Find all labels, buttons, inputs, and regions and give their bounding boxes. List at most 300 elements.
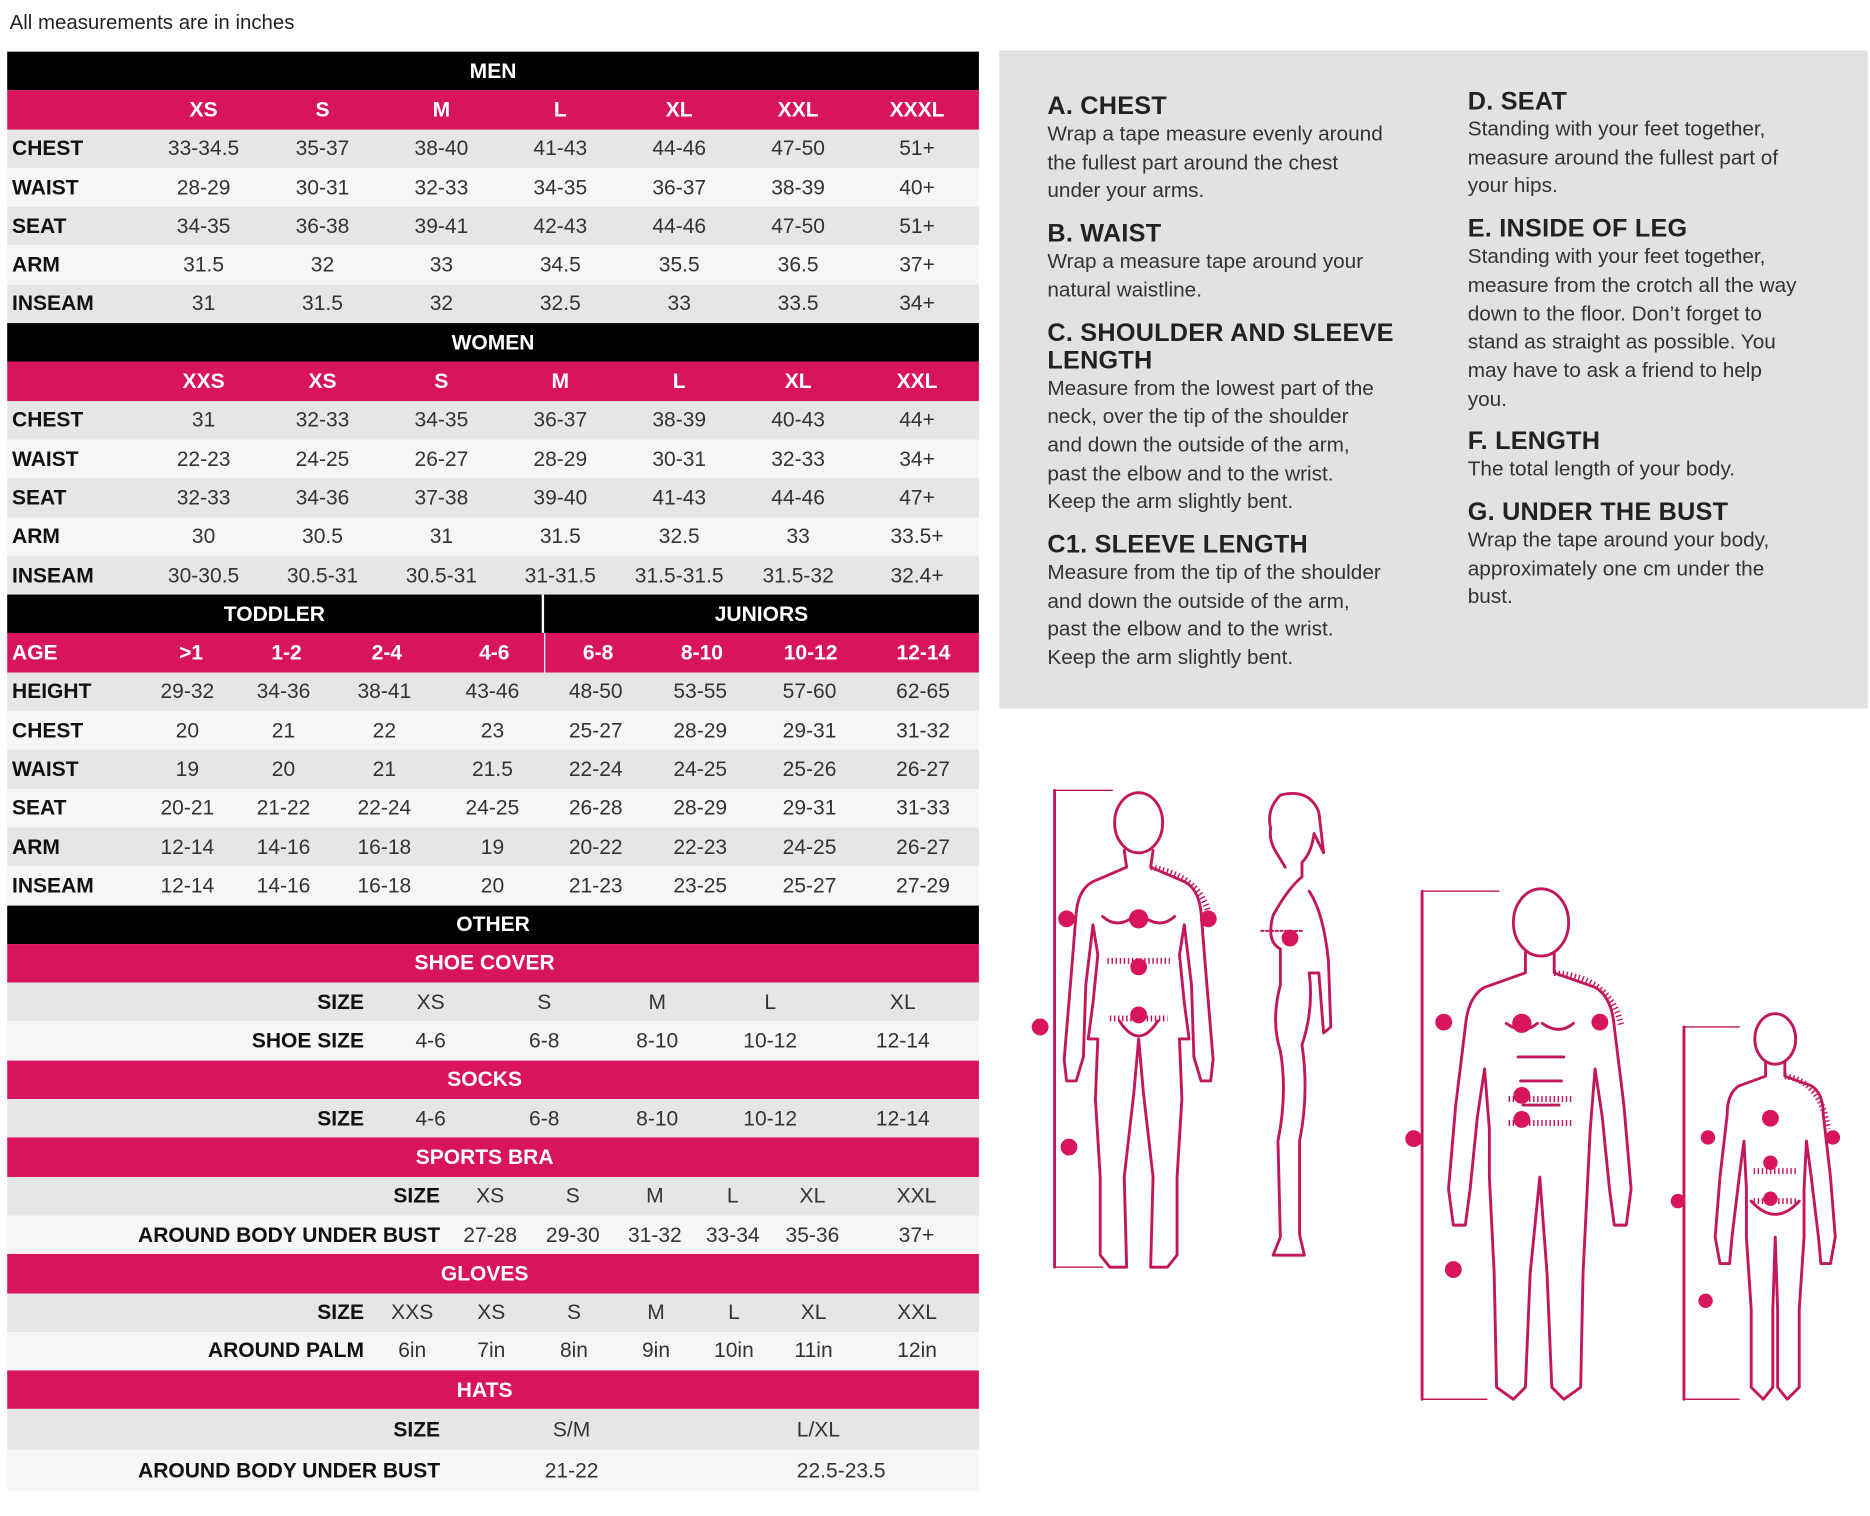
marker-c1-child bbox=[1701, 1130, 1715, 1144]
measuring-guide-panel bbox=[999, 50, 1867, 708]
value-cell: 25-26 bbox=[782, 756, 837, 781]
value-cell: 42-43 bbox=[533, 213, 588, 238]
value-cell: 32.4+ bbox=[890, 562, 944, 587]
value-cell: 33.5 bbox=[777, 291, 819, 316]
row-label: ARM bbox=[12, 252, 60, 277]
guide-line: measure around the fullest part of bbox=[1467, 144, 1779, 169]
value-cell: 31.5-31.5 bbox=[634, 562, 724, 587]
sports-bra-title: SPORTS BRA bbox=[415, 1144, 554, 1169]
guide-line: down to the floor. Don’t forget to bbox=[1467, 300, 1762, 325]
guide-line: bust. bbox=[1467, 584, 1513, 609]
age-label: AGE bbox=[12, 640, 58, 665]
measurement-note: All measurements are in inches bbox=[9, 10, 295, 34]
value-cell: 34-35 bbox=[176, 213, 231, 238]
guide-line: measure from the crotch all the way bbox=[1467, 272, 1797, 297]
value-cell: 38-39 bbox=[652, 407, 707, 432]
value-cell: 43-46 bbox=[465, 679, 520, 704]
value-cell: 21 bbox=[372, 756, 397, 781]
value-cell: 36-38 bbox=[295, 213, 350, 238]
row-label: SHOE SIZE bbox=[251, 1028, 364, 1053]
guide-heading: B. WAIST bbox=[1047, 219, 1162, 248]
value-cell: XXL bbox=[896, 1183, 937, 1208]
value-cell: L bbox=[728, 1299, 740, 1324]
other-title: OTHER bbox=[456, 911, 530, 936]
value-cell: M bbox=[646, 1183, 664, 1208]
value-cell: S bbox=[565, 1183, 580, 1208]
hats-measure-row bbox=[7, 1450, 979, 1491]
value-cell: 47+ bbox=[899, 485, 935, 510]
value-cell: 12in bbox=[897, 1338, 937, 1363]
guide-line: Wrap a measure tape around your bbox=[1047, 248, 1364, 273]
guide-line: natural waistline. bbox=[1047, 277, 1202, 302]
value-cell: 12-14 bbox=[160, 834, 215, 859]
row-label: ARM bbox=[12, 834, 60, 859]
value-cell: 6-8 bbox=[529, 1105, 560, 1130]
value-cell: 21 bbox=[271, 717, 296, 742]
value-cell: 39-41 bbox=[414, 213, 469, 238]
value-cell: 51+ bbox=[899, 213, 935, 238]
value-cell: 14-16 bbox=[256, 873, 311, 898]
marker-g-woman bbox=[1282, 930, 1299, 947]
value-cell: S bbox=[566, 1299, 581, 1324]
value-cell: 31-32 bbox=[896, 717, 950, 742]
guide-line: the fullest part around the chest bbox=[1047, 149, 1339, 174]
kids-row bbox=[7, 750, 979, 789]
guide-line: Standing with your feet together, bbox=[1467, 116, 1766, 141]
guide-text bbox=[1468, 456, 1828, 484]
value-cell: 51+ bbox=[899, 136, 935, 161]
value-cell: 29-31 bbox=[782, 795, 837, 820]
shoe-cover-header bbox=[7, 944, 979, 983]
men-row bbox=[7, 207, 979, 246]
row-label: AROUND BODY UNDER BUST bbox=[138, 1222, 441, 1247]
guide-heading: E. INSIDE OF LEG bbox=[1467, 215, 1688, 243]
value-cell: 14-16 bbox=[256, 834, 311, 859]
value-cell: 33 bbox=[667, 291, 691, 316]
value-cell: 24-25 bbox=[673, 756, 728, 781]
kids-row bbox=[7, 827, 979, 866]
value-cell: 31-32 bbox=[627, 1222, 682, 1247]
men-row bbox=[7, 168, 979, 207]
value-cell: 31.5-32 bbox=[762, 562, 834, 587]
value-cell: 35.5 bbox=[658, 252, 700, 277]
kids-row bbox=[7, 789, 979, 828]
marker-e-child bbox=[1698, 1294, 1712, 1308]
value-cell: 37+ bbox=[898, 1222, 935, 1247]
size-cell: XXXL bbox=[889, 97, 945, 122]
sports-bra-header bbox=[7, 1138, 979, 1177]
value-cell: 47-50 bbox=[771, 136, 826, 161]
guide-line: Measure from the tip of the shoulder bbox=[1047, 559, 1381, 584]
row-label: INSEAM bbox=[12, 291, 94, 316]
value-cell: S/M bbox=[552, 1417, 591, 1442]
value-cell: 31-31.5 bbox=[524, 562, 596, 587]
size-cell: S bbox=[434, 368, 449, 393]
guide-right-column bbox=[1468, 88, 1828, 626]
value-cell: XXS bbox=[391, 1299, 434, 1324]
guide-text bbox=[1047, 374, 1407, 516]
guide-line: Keep the arm slightly bent. bbox=[1047, 645, 1294, 670]
age-cell: 4-6 bbox=[479, 640, 510, 665]
size-cell: XXL bbox=[896, 368, 938, 393]
value-cell: 44-46 bbox=[652, 136, 707, 161]
marker-b-woman bbox=[1130, 958, 1147, 975]
value-cell: 31.5 bbox=[183, 252, 225, 277]
row-label: WAIST bbox=[12, 446, 79, 471]
row-label: SIZE bbox=[317, 1299, 364, 1324]
value-cell: 27-29 bbox=[896, 873, 950, 898]
value-cell: 20 bbox=[271, 756, 296, 781]
value-cell: 7in bbox=[477, 1338, 506, 1363]
guide-line: Wrap a tape measure evenly around bbox=[1047, 121, 1383, 146]
man-front-figure bbox=[1422, 889, 1631, 1399]
value-cell: 29-32 bbox=[160, 679, 215, 704]
guide-line: approximately one cm under the bbox=[1467, 555, 1765, 580]
guide-line: you. bbox=[1467, 386, 1507, 411]
size-cell: M bbox=[432, 97, 451, 122]
shoe-cover-title: SHOE COVER bbox=[414, 950, 555, 975]
value-cell: 36.5 bbox=[777, 252, 819, 277]
value-cell: 32-33 bbox=[771, 446, 826, 471]
men-title: MEN bbox=[469, 58, 517, 83]
value-cell: 30 bbox=[191, 523, 216, 548]
value-cell: 6-8 bbox=[529, 1028, 560, 1053]
guide-text bbox=[1047, 120, 1407, 205]
value-cell: 31 bbox=[191, 291, 216, 316]
value-cell: 22 bbox=[372, 717, 397, 742]
value-cell: 36-37 bbox=[652, 174, 707, 199]
row-label: SEAT bbox=[12, 485, 67, 510]
value-text: L/XL bbox=[796, 1417, 841, 1442]
marker-c-man bbox=[1591, 1014, 1608, 1031]
value-cell: 30.5 bbox=[302, 523, 343, 548]
guide-heading: D. SEAT bbox=[1467, 87, 1568, 116]
row-label: SEAT bbox=[12, 213, 67, 238]
guide-line: Wrap the tape around your body, bbox=[1467, 527, 1770, 552]
value-cell: 20 bbox=[175, 717, 200, 742]
value-cell: 23 bbox=[480, 717, 505, 742]
row-label: WAIST bbox=[12, 756, 79, 781]
women-body bbox=[7, 401, 979, 595]
value-cell: 20-21 bbox=[160, 795, 215, 820]
marker-d-woman bbox=[1130, 1007, 1147, 1024]
value-cell: 11in bbox=[794, 1338, 833, 1363]
marker-a-man bbox=[1512, 1014, 1531, 1033]
value-cell: 41-43 bbox=[533, 136, 588, 161]
guide-line: your hips. bbox=[1467, 173, 1558, 198]
shoe-cover-size-row bbox=[7, 983, 979, 1022]
socks-size-row bbox=[7, 1099, 979, 1138]
value-cell: 24-25 bbox=[295, 446, 350, 471]
women-row bbox=[7, 517, 979, 556]
value-cell: 31.5 bbox=[539, 523, 581, 548]
value-cell: XXL bbox=[897, 1299, 937, 1324]
value-cell: M bbox=[648, 989, 666, 1014]
value-cell: 21.5 bbox=[471, 756, 513, 781]
guide-line: under your arms. bbox=[1047, 178, 1205, 203]
value-cell: 62-65 bbox=[896, 679, 950, 704]
value-cell: XL bbox=[800, 1299, 827, 1324]
juniors-title: JUNIORS bbox=[542, 595, 979, 634]
value-cell: 30-31 bbox=[295, 174, 350, 199]
value-cell: 10-12 bbox=[743, 1105, 798, 1130]
marker-f-child bbox=[1671, 1194, 1685, 1208]
sports-bra-size-row bbox=[7, 1177, 979, 1216]
value-cell bbox=[693, 1458, 978, 1483]
value-cell: 21-22 bbox=[256, 795, 311, 820]
value-cell: 37+ bbox=[899, 252, 935, 277]
socks-title: SOCKS bbox=[447, 1067, 523, 1092]
marker-c1-man bbox=[1435, 1014, 1452, 1031]
value-cell: 31 bbox=[429, 523, 454, 548]
value-cell: 21-23 bbox=[568, 873, 623, 898]
marker-a-child bbox=[1762, 1110, 1779, 1127]
value-cell: 31 bbox=[191, 407, 216, 432]
socks-header bbox=[7, 1060, 979, 1099]
women-size-row bbox=[7, 362, 979, 401]
marker-b-child bbox=[1763, 1155, 1777, 1169]
kids-header bbox=[7, 595, 979, 634]
value-cell: 26-27 bbox=[896, 834, 950, 859]
value-cell: 34.5 bbox=[539, 252, 581, 277]
men-row bbox=[7, 246, 979, 285]
value-cell: 25-27 bbox=[782, 873, 837, 898]
marker-c-woman bbox=[1200, 910, 1217, 927]
value-cell: 16-18 bbox=[357, 873, 412, 898]
guide-line: stand as straight as possible. You bbox=[1467, 329, 1776, 354]
value-cell: 20-22 bbox=[568, 834, 623, 859]
marker-d-child bbox=[1763, 1191, 1777, 1205]
value-cell: 34+ bbox=[899, 446, 935, 471]
women-header bbox=[7, 323, 979, 362]
men-size-row bbox=[7, 90, 979, 129]
woman-side-figure bbox=[1261, 793, 1331, 1255]
row-label: ARM bbox=[12, 523, 60, 548]
value-cell: 30-30.5 bbox=[167, 562, 240, 587]
guide-text bbox=[1047, 248, 1407, 305]
gloves-header bbox=[7, 1254, 979, 1293]
row-label: CHEST bbox=[12, 136, 84, 161]
value-cell: 31.5 bbox=[302, 291, 343, 316]
size-cell: XL bbox=[784, 368, 812, 393]
women-row bbox=[7, 401, 979, 440]
value-cell: 24-25 bbox=[782, 834, 837, 859]
marker-f-woman bbox=[1032, 1019, 1049, 1036]
guide-line: neck, over the tip of the shoulder bbox=[1047, 403, 1349, 428]
value-cell: 28-29 bbox=[176, 174, 231, 199]
sports-bra-measure-row bbox=[7, 1215, 979, 1254]
woman-front-figure bbox=[1055, 790, 1214, 1267]
value-cell: 21-22 bbox=[544, 1458, 599, 1483]
value-cell: XL bbox=[889, 989, 916, 1014]
value-cell: 19 bbox=[480, 834, 505, 859]
value-text: 22.5-23.5 bbox=[796, 1458, 886, 1483]
row-label: CHEST bbox=[12, 407, 84, 432]
value-cell: 47-50 bbox=[771, 213, 826, 238]
marker-c1-woman bbox=[1058, 910, 1075, 927]
guide-line: The total length of your body. bbox=[1467, 456, 1736, 481]
guide-heading: A. CHEST bbox=[1047, 92, 1167, 121]
value-cell: 32.5 bbox=[539, 291, 581, 316]
value-cell: 9in bbox=[641, 1338, 671, 1363]
age-cell: 6-8 bbox=[544, 634, 650, 673]
women-row bbox=[7, 478, 979, 517]
toddler-title: TODDLER bbox=[223, 601, 325, 626]
value-cell: 16-18 bbox=[357, 834, 412, 859]
women-title: WOMEN bbox=[451, 329, 535, 354]
value-cell: 53-55 bbox=[673, 679, 728, 704]
gloves-measure-row bbox=[7, 1332, 979, 1371]
age-cell: 12-14 bbox=[896, 640, 951, 665]
row-label: WAIST bbox=[12, 174, 79, 199]
value-cell: 29-31 bbox=[782, 717, 837, 742]
value-cell: 26-27 bbox=[896, 756, 950, 781]
guide-heading: G. UNDER THE BUST bbox=[1467, 498, 1729, 527]
row-label: SIZE bbox=[317, 1105, 364, 1130]
value-cell: 34+ bbox=[899, 291, 935, 316]
size-cell: L bbox=[553, 97, 567, 122]
value-cell: 38-40 bbox=[414, 136, 469, 161]
value-cell: 20 bbox=[480, 873, 505, 898]
guide-line: and down the outside of the arm, bbox=[1047, 588, 1350, 613]
value-cell: 8in bbox=[559, 1338, 588, 1363]
value-cell: 33.5+ bbox=[890, 523, 944, 548]
value-cell: 37-38 bbox=[414, 485, 469, 510]
value-cell: 41-43 bbox=[652, 485, 707, 510]
value-cell: 33 bbox=[429, 252, 454, 277]
size-cell: XL bbox=[665, 97, 693, 122]
value-cell: M bbox=[647, 1299, 665, 1324]
value-cell: 22-24 bbox=[357, 795, 412, 820]
value-cell: 35-36 bbox=[785, 1222, 840, 1247]
value-cell: 8-10 bbox=[636, 1028, 679, 1053]
child-front-figure bbox=[1684, 1014, 1835, 1400]
value-cell: 34-35 bbox=[533, 174, 588, 199]
value-cell: 30.5-31 bbox=[286, 562, 359, 587]
value-cell: 28-29 bbox=[533, 446, 588, 471]
value-cell: 8-10 bbox=[636, 1105, 679, 1130]
guide-left-column bbox=[1047, 92, 1407, 686]
value-cell: XL bbox=[799, 1183, 826, 1208]
size-cell: XXL bbox=[777, 97, 819, 122]
value-cell: 32 bbox=[429, 291, 454, 316]
value-cell: 24-25 bbox=[465, 795, 520, 820]
row-label: CHEST bbox=[12, 717, 84, 742]
value-cell: 28-29 bbox=[673, 795, 728, 820]
age-cell: >1 bbox=[179, 640, 204, 665]
kids-row bbox=[7, 866, 979, 905]
men-body bbox=[7, 129, 979, 323]
value-cell: 33-34.5 bbox=[167, 136, 240, 161]
value-cell: 23-25 bbox=[673, 873, 728, 898]
guide-line: past the elbow and to the wrist. bbox=[1047, 460, 1334, 485]
guide-line: Measure from the lowest part of the bbox=[1047, 375, 1374, 400]
value-cell: 40+ bbox=[899, 174, 935, 199]
kids-age-row bbox=[7, 634, 979, 673]
value-cell: L bbox=[764, 989, 777, 1014]
value-cell: 4-6 bbox=[415, 1105, 446, 1130]
value-cell: 12-14 bbox=[875, 1105, 930, 1130]
value-cell: 32 bbox=[310, 252, 335, 277]
value-cell: 26-27 bbox=[414, 446, 469, 471]
age-cell: 2-4 bbox=[371, 640, 403, 665]
row-label: SIZE bbox=[317, 989, 364, 1014]
guide-heading: C. SHOULDER AND SLEEVE LENGTH bbox=[1047, 318, 1394, 375]
value-cell: 33-34 bbox=[705, 1222, 760, 1247]
value-cell: 32-33 bbox=[414, 174, 469, 199]
value-cell: 12-14 bbox=[160, 873, 215, 898]
men-header bbox=[7, 52, 979, 91]
age-cell: 10-12 bbox=[783, 640, 838, 665]
women-row bbox=[7, 440, 979, 479]
value-cell: XS bbox=[477, 1299, 506, 1324]
value-cell: XS bbox=[476, 1183, 505, 1208]
women-row bbox=[7, 556, 979, 595]
value-cell: 44+ bbox=[899, 407, 935, 432]
row-label: INSEAM bbox=[12, 873, 94, 898]
row-label: INSEAM bbox=[12, 562, 94, 587]
value-cell: 44-46 bbox=[771, 485, 826, 510]
value-cell: 22-23 bbox=[176, 446, 231, 471]
marker-d-man bbox=[1513, 1111, 1530, 1128]
value-cell: S bbox=[537, 989, 552, 1014]
size-chart-table bbox=[7, 52, 979, 1491]
value-cell: 57-60 bbox=[782, 679, 837, 704]
value-cell: L bbox=[726, 1183, 739, 1208]
guide-line: past the elbow and to the wrist. bbox=[1047, 616, 1334, 641]
row-label: SIZE bbox=[393, 1183, 441, 1208]
guide-heading: F. LENGTH bbox=[1467, 427, 1601, 456]
row-label: AROUND PALM bbox=[207, 1338, 364, 1363]
marker-f-man bbox=[1405, 1130, 1422, 1147]
size-cell: XXS bbox=[182, 368, 225, 393]
guide-text bbox=[1047, 559, 1407, 673]
value-cell bbox=[693, 1417, 978, 1442]
value-cell: 38-41 bbox=[357, 679, 412, 704]
size-cell: M bbox=[551, 368, 570, 393]
value-cell: 36-37 bbox=[533, 407, 588, 432]
value-cell: 34-36 bbox=[256, 679, 311, 704]
guide-heading: C1. SLEEVE LENGTH bbox=[1047, 530, 1308, 559]
age-cell: 1-2 bbox=[271, 640, 302, 665]
value-cell: 38-39 bbox=[771, 174, 826, 199]
guide-text bbox=[1468, 243, 1828, 414]
value-cell: 32-33 bbox=[176, 485, 231, 510]
value-cell: 48-50 bbox=[568, 679, 623, 704]
guide-text bbox=[1468, 526, 1828, 611]
row-label: SIZE bbox=[393, 1417, 441, 1442]
age-cell: 8-10 bbox=[680, 640, 724, 665]
size-cell: L bbox=[672, 368, 686, 393]
marker-e-man bbox=[1445, 1261, 1462, 1278]
row-label: SEAT bbox=[12, 795, 67, 820]
guide-line: Standing with your feet together, bbox=[1467, 243, 1766, 268]
kids-row bbox=[7, 711, 979, 750]
body-measurement-figures bbox=[1031, 781, 1848, 1406]
value-cell: 29-30 bbox=[545, 1222, 600, 1247]
gloves-size-row bbox=[7, 1293, 979, 1332]
value-cell: 22-24 bbox=[568, 756, 623, 781]
value-cell: 39-40 bbox=[533, 485, 588, 510]
size-cell: S bbox=[315, 97, 330, 122]
value-cell: 10-12 bbox=[743, 1028, 798, 1053]
value-cell: 10in bbox=[714, 1338, 754, 1363]
value-cell: 4-6 bbox=[415, 1028, 446, 1053]
marker-c-child bbox=[1826, 1130, 1840, 1144]
value-cell: 32.5 bbox=[658, 523, 700, 548]
guide-text bbox=[1468, 115, 1828, 200]
value-cell: 27-28 bbox=[463, 1222, 518, 1247]
